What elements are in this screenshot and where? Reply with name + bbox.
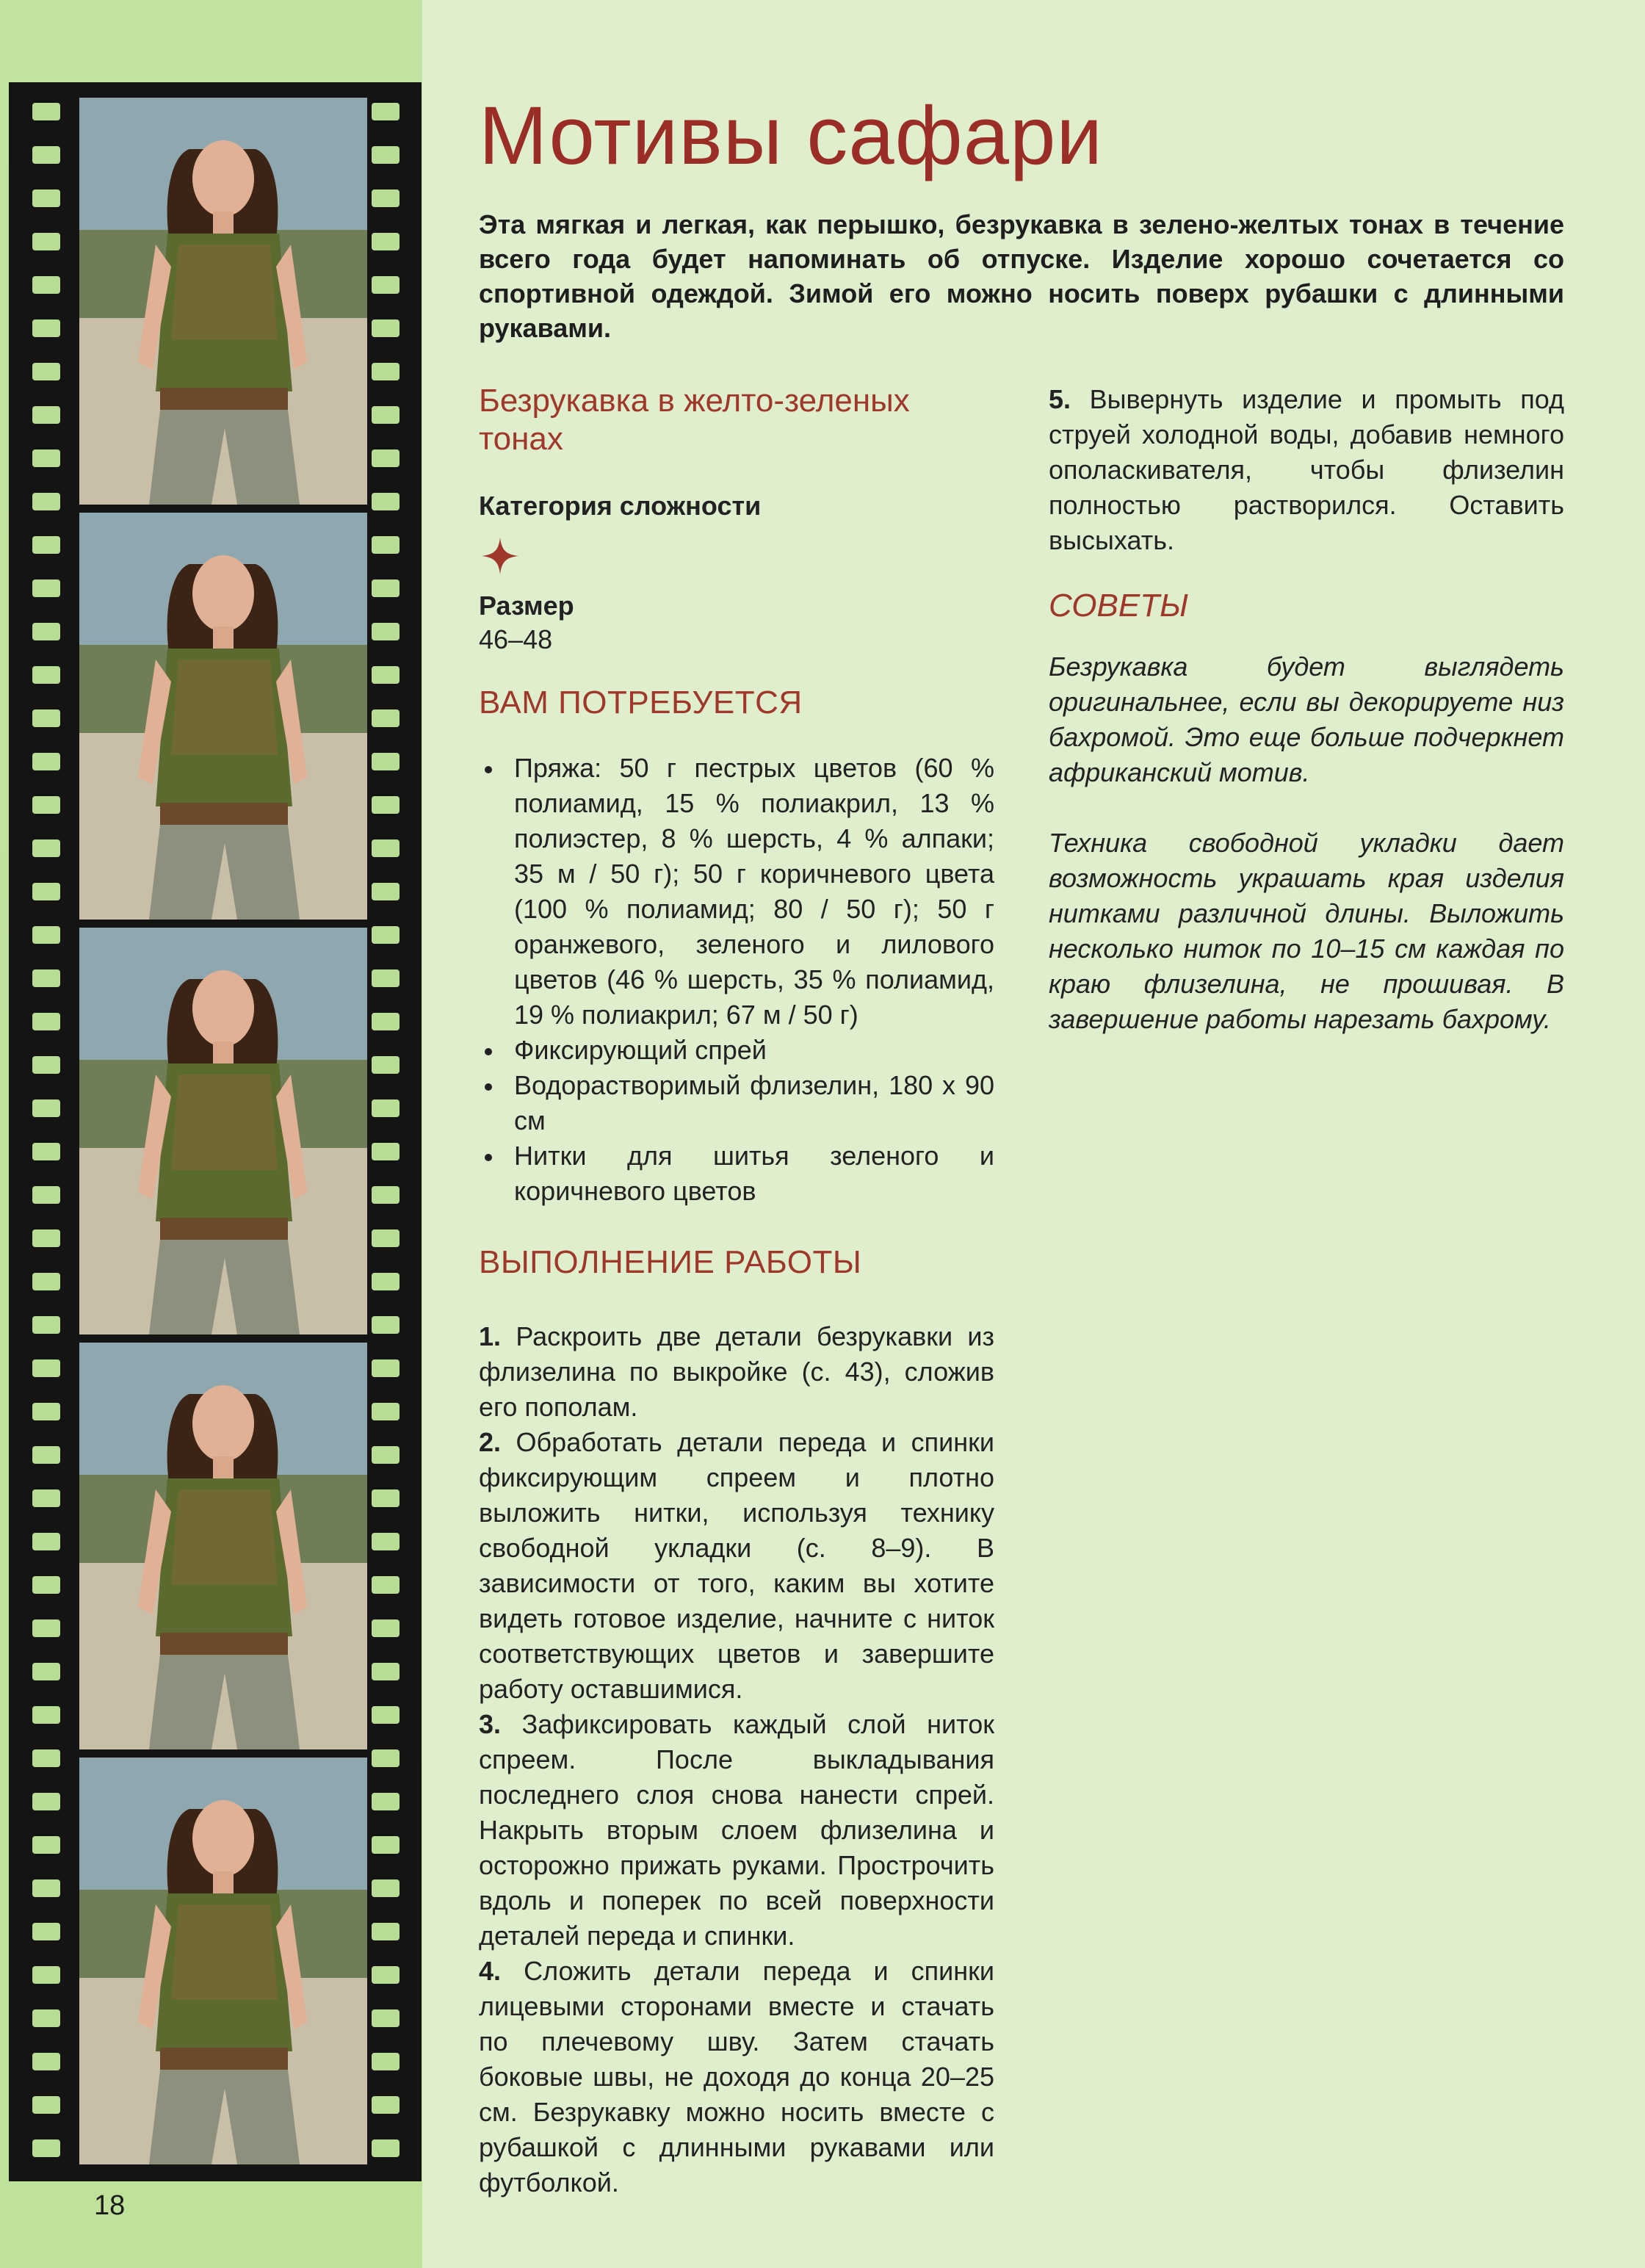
- film-hole-left: [32, 1793, 60, 1810]
- size-label: Размер: [479, 591, 574, 621]
- film-hole-right: [372, 883, 400, 900]
- film-hole-right: [372, 1359, 400, 1377]
- model-photo: [79, 98, 367, 505]
- film-hole-right: [372, 1706, 400, 1724]
- step-2: [479, 1425, 994, 1707]
- film-hole-right: [372, 319, 400, 337]
- materials-item: Пряжа: 50 г пестрых цветов (60 % полиамид, 15 % полиакрил, 13 % полиэстер, 8 % шерсть, 4 % алпаки; 35 м / 50 г); 50 г коричневого цвета (100 % полиамид; 80 / 50 г); 50 г оранжевого, зеленого и лилового цветов (46 % шерсть, 35 % полиамид, 19 % полиакрил; 67 м / 50 г): [479, 751, 994, 1033]
- steps-list: [479, 1319, 994, 2200]
- step-number: 5.: [1049, 384, 1071, 414]
- step-number: 3.: [479, 1709, 502, 1739]
- intro-paragraph: Эта мягкая и легкая, как перышко, безрукавка в зелено-желтых тонах в течение всего года будет напоминать об отпуске. Изделие хорошо сочетается со спортивной одеждой. Зимой его можно носить поверх рубашки с длинными рукавами.: [479, 209, 1564, 343]
- film-hole-right: [372, 1056, 400, 1074]
- film-hole-left: [32, 1229, 60, 1247]
- film-hole-right: [372, 1836, 400, 1854]
- film-hole-right: [372, 753, 400, 770]
- film-hole-left: [32, 579, 60, 597]
- film-hole-right: [372, 2053, 400, 2070]
- film-hole-right: [372, 276, 400, 294]
- film-hole-right: [372, 709, 400, 727]
- tip-1: Безрукавка будет выглядеть оригинальнее, если вы декорируете низ бахромой. Это еще больше подчеркнет африканский мотив.: [1049, 651, 1564, 787]
- step-text: Сложить детали переда и спинки лицевыми сторонами вместе и стачать по плечевому шву. Затем стачать боковые швы, не доходя до конца 20–25 см. Безрукавку можно носить вместе с рубашкой с длинными рукавами или футболкой.: [479, 1956, 994, 2197]
- film-hole-right: [372, 449, 400, 467]
- film-hole-left: [32, 883, 60, 900]
- film-hole-right: [372, 1793, 400, 1810]
- model-photo: [79, 928, 367, 1335]
- film-hole-left: [32, 276, 60, 294]
- step-4: [479, 1954, 994, 2200]
- film-hole-left: [32, 1489, 60, 1507]
- film-hole-right: [372, 623, 400, 640]
- film-hole-right: [372, 1186, 400, 1204]
- step-text: Вывернуть изделие и промыть под струей холодной воды, добавив немного ополаскивателя, чтобы флизелин полностью растворился. Оставить высыхать.: [1049, 384, 1564, 555]
- film-hole-right: [372, 1749, 400, 1767]
- page-number: 18: [94, 2190, 126, 2221]
- step-text: Обработать детали переда и спинки фиксирующим спреем и плотно выложить нитки, используя технику свободной укладки (с. 8–9). В зависимости от того, каким вы хотите видеть готовое изделие, начните с ниток соответствующих цветов и завершите работу оставшимися.: [479, 1427, 994, 1704]
- film-hole-right: [372, 796, 400, 814]
- film-hole-right: [372, 189, 400, 207]
- step-1: [479, 1319, 994, 1425]
- materials-item: Фиксирующий спрей: [479, 1033, 994, 1068]
- film-hole-left: [32, 1186, 60, 1204]
- film-hole-left: [32, 839, 60, 857]
- film-hole-left: [32, 1576, 60, 1594]
- film-hole-right: [372, 1663, 400, 1680]
- photo-frame-3: [79, 928, 367, 1335]
- film-hole-right: [372, 2096, 400, 2114]
- step-text: Раскроить две детали безрукавки из флизелина по выкройке (с. 43), сложив его пополам.: [479, 1321, 994, 1422]
- film-hole-left: [32, 709, 60, 727]
- film-hole-left: [32, 2096, 60, 2114]
- film-hole-left: [32, 623, 60, 640]
- film-hole-right: [372, 579, 400, 597]
- film-hole-left: [32, 319, 60, 337]
- step-text: Зафиксировать каждый слой ниток спреем. После выкладывания последнего слоя снова нанести спрей. Накрыть вторым слоем флизелина и осторожно прижать руками. Прострочить вдоль и поперек по всей поверхности деталей переда и спинки.: [479, 1709, 994, 1951]
- model-photo: [79, 513, 367, 920]
- film-hole-right: [372, 1143, 400, 1160]
- film-hole-right: [372, 666, 400, 684]
- materials-item: Нитки для шитья зеленого и коричневого цветов: [479, 1138, 994, 1209]
- film-hole-right: [372, 1966, 400, 1984]
- film-hole-right: [372, 1316, 400, 1334]
- film-hole-left: [32, 1099, 60, 1117]
- film-hole-left: [32, 1879, 60, 1897]
- step-3: [479, 1707, 994, 1954]
- film-hole-left: [32, 1446, 60, 1464]
- film-hole-left: [32, 969, 60, 987]
- film-hole-right: [372, 1923, 400, 1940]
- film-hole-left: [32, 1923, 60, 1940]
- materials-list: [479, 751, 994, 1209]
- film-hole-left: [32, 536, 60, 554]
- photo-frame-4: [79, 1343, 367, 1749]
- film-hole-right: [372, 1619, 400, 1637]
- film-hole-left: [32, 189, 60, 207]
- tips-heading: СОВЕТЫ: [1049, 588, 1189, 624]
- film-hole-right: [372, 839, 400, 857]
- film-hole-left: [32, 233, 60, 250]
- film-hole-right: [372, 1013, 400, 1030]
- step-number: 1.: [479, 1321, 502, 1351]
- film-hole-right: [372, 363, 400, 380]
- film-hole-right: [372, 233, 400, 250]
- article-subtitle: Безрукавка в желто-зеленых тонах: [479, 383, 910, 457]
- film-hole-left: [32, 146, 60, 164]
- film-hole-left: [32, 1706, 60, 1724]
- left-column: [479, 382, 994, 2200]
- film-hole-left: [32, 1273, 60, 1290]
- film-hole-right: [372, 1273, 400, 1290]
- step-number: 2.: [479, 1427, 502, 1457]
- materials-item: Водорастворимый флизелин, 180 x 90 см: [479, 1068, 994, 1138]
- film-hole-left: [32, 753, 60, 770]
- film-hole-left: [32, 493, 60, 510]
- film-hole-right: [372, 2139, 400, 2157]
- materials-heading: ВАМ ПОТРЕБУЕТСЯ: [479, 685, 803, 721]
- film-hole-right: [372, 1533, 400, 1550]
- film-hole-right: [372, 536, 400, 554]
- photo-frame-1: [79, 98, 367, 505]
- steps-heading: ВЫПОЛНЕНИЕ РАБОТЫ: [479, 1244, 862, 1280]
- film-hole-right: [372, 2009, 400, 2027]
- photo-frame-5: [79, 1758, 367, 2164]
- film-hole-right: [372, 1229, 400, 1247]
- step-number: 4.: [479, 1956, 502, 1986]
- film-hole-left: [32, 796, 60, 814]
- right-column: [1049, 382, 1564, 1037]
- film-hole-left: [32, 2139, 60, 2157]
- tip-2: Техника свободной укладки дает возможность украшать края изделия нитками различной длины. Выложить несколько ниток по 10–15 см каждая по краю флизелина, не прошивая. В завершение работы нарезать бахрому.: [1049, 828, 1564, 1034]
- film-hole-left: [32, 2009, 60, 2027]
- film-hole-right: [372, 493, 400, 510]
- film-hole-left: [32, 2053, 60, 2070]
- film-hole-left: [32, 1663, 60, 1680]
- film-hole-left: [32, 1749, 60, 1767]
- film-hole-right: [372, 103, 400, 120]
- model-photo: [79, 1758, 367, 2164]
- photo-frame-2: [79, 513, 367, 920]
- film-hole-right: [372, 1403, 400, 1420]
- film-hole-left: [32, 449, 60, 467]
- film-hole-left: [32, 1533, 60, 1550]
- page-title: Мотивы сафари: [479, 90, 1103, 181]
- film-hole-left: [32, 926, 60, 944]
- film-hole-right: [372, 1576, 400, 1594]
- film-hole-left: [32, 1403, 60, 1420]
- difficulty-star-icon: [482, 538, 994, 574]
- size-value: 46–48: [479, 624, 553, 654]
- film-hole-left: [32, 406, 60, 424]
- film-hole-right: [372, 1489, 400, 1507]
- film-hole-right: [372, 1446, 400, 1464]
- difficulty-label: Категория сложности: [479, 491, 762, 521]
- model-photo: [79, 1343, 367, 1749]
- film-hole-left: [32, 1056, 60, 1074]
- film-hole-left: [32, 1143, 60, 1160]
- step-5: [1049, 382, 1564, 558]
- film-hole-right: [372, 406, 400, 424]
- film-hole-left: [32, 1013, 60, 1030]
- film-hole-right: [372, 1879, 400, 1897]
- film-hole-left: [32, 1316, 60, 1334]
- film-hole-right: [372, 969, 400, 987]
- film-hole-left: [32, 103, 60, 120]
- film-hole-left: [32, 1359, 60, 1377]
- film-hole-left: [32, 666, 60, 684]
- film-hole-left: [32, 363, 60, 380]
- film-hole-right: [372, 1099, 400, 1117]
- film-hole-right: [372, 146, 400, 164]
- film-hole-left: [32, 1619, 60, 1637]
- film-hole-right: [372, 926, 400, 944]
- filmstrip: [9, 82, 422, 2181]
- film-hole-left: [32, 1836, 60, 1854]
- film-hole-left: [32, 1966, 60, 1984]
